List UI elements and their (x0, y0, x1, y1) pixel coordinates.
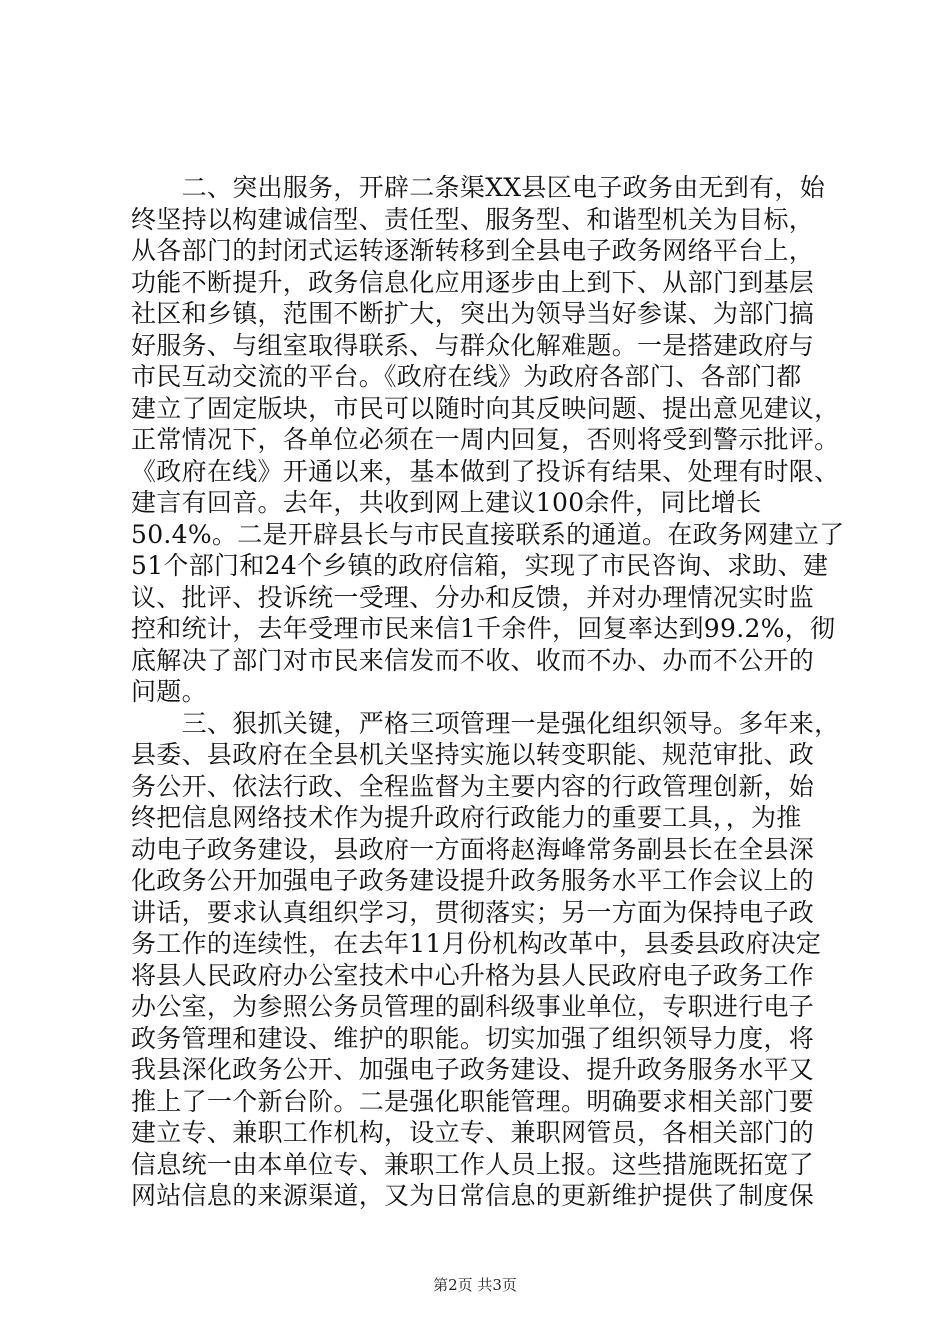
text-line: 51个部门和24个乡镇的政府信箱，实现了市民咨询、求助、建 (131, 551, 829, 580)
text-line: 务公开、依法行政、全程监督为主要内容的行政管理创新，始 (131, 771, 815, 801)
text-line: 政务管理和建设、维护的职能。切实加强了组织领导力度，将 (131, 1023, 815, 1053)
text-line: 推上了一个新台阶。二是强化职能管理。明确要求相关部门要 (131, 1086, 815, 1116)
text-line: 正常情况下，各单位必须在一周内回复，否则将受到警示批评。 (131, 425, 840, 454)
page-number-label: 第2页 共3页 (433, 1276, 517, 1294)
text-line: 建言有回音。去年，共收到网上建议100余件，同比增长 (131, 488, 762, 517)
document-body (131, 172, 845, 1212)
text-line: 信息统一由本单位专、兼职工作人员上报。这些措施既拓宽了 (131, 1149, 815, 1179)
text-line: 县委、县政府在全县机关坚持实施以转变职能、规范审批、政 (131, 740, 815, 769)
text-line: 功能不断提升，政务信息化应用逐步由上到下、从部门到基层 (131, 267, 815, 297)
text-line: 将县人民政府办公室技术中心升格为县人民政府电子政务工作 (131, 960, 815, 990)
text-line: 控和统计，去年受理市民来信1千余件，回复率达到99.2%，彻 (131, 614, 836, 643)
page-footer (0, 1275, 950, 1295)
text-line: 三、狠抓关键，严格三项管理一是强化组织领导。多年来， (131, 708, 840, 738)
text-line: 二、突出服务，开辟二条渠XX县区电子政务由无到有，始 (131, 173, 825, 202)
text-line: 市民互动交流的平台。《政府在线》为政府各部门、各部门都 (131, 362, 802, 391)
text-line: 讲话，要求认真组织学习，贯彻落实；另一方面为保持电子政 (131, 897, 815, 927)
text-line: 建立专、兼职工作机构，设立专、兼职网管员，各相关部门的 (131, 1118, 815, 1147)
text-line: 《政府在线》开通以来，基本做到了投诉有结果、处理有时限、 (131, 456, 840, 486)
text-line: 50.4%。二是开辟县长与市民直接联系的通道。在政务网建立了 (131, 519, 845, 549)
text-line: 问题。 (131, 677, 207, 706)
text-line: 我县深化政务公开、加强电子政务建设、提升政务服务水平又 (131, 1055, 815, 1084)
text-line: 从各部门的封闭式运转逐渐转移到全县电子政务网络平台上， (131, 236, 815, 265)
text-line: 建立了固定版块，市民可以随时向其反映问题、提出意见建议， (131, 393, 840, 423)
text-line: 化政务公开加强电子政务建设提升政务服务水平工作会议上的 (131, 866, 815, 895)
text-line: 网站信息的来源渠道，又为日常信息的更新维护提供了制度保 (131, 1181, 815, 1210)
text-line: 底解决了部门对市民来信发而不收、收而不办、办而不公开的 (131, 645, 815, 675)
text-line: 办公室，为参照公务员管理的副科级事业单位，专职进行电子 (131, 992, 815, 1021)
text-line: 好服务、与组室取得联系、与群众化解难题。一是搭建政府与 (131, 330, 815, 360)
text-line: 终把信息网络技术作为提升政府行政能力的重要工具，，为推 (131, 803, 802, 832)
text-line: 动电子政务建设，县政府一方面将赵海峰常务副县长在全县深 (131, 834, 815, 864)
text-line: 议、批评、投诉统一受理、分办和反馈，并对办理情况实时监 (131, 582, 815, 612)
text-line: 终坚持以构建诚信型、责任型、服务型、和谐型机关为目标， (131, 204, 815, 234)
text-line: 务工作的连续性，在去年11月份机构改革中，县委县政府决定 (131, 929, 822, 958)
text-line: 社区和乡镇，范围不断扩大，突出为领导当好参谋、为部门搞 (131, 299, 815, 328)
